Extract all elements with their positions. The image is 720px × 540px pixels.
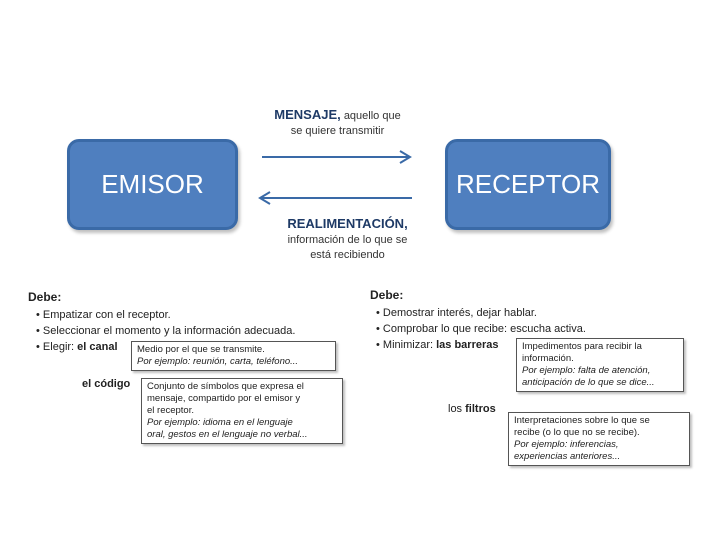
filtros-pre: los (448, 403, 463, 415)
codigo-label: el código (82, 378, 131, 390)
filtros-note-example-1: Por ejemplo: inferencias, (514, 439, 619, 450)
message-label (250, 107, 425, 139)
elegir-label: Elegir: (42, 341, 75, 353)
message-arrow (262, 151, 410, 163)
canal-note (131, 341, 336, 371)
emisor-debe-heading: Debe: (28, 290, 62, 304)
emisor-duty-1: • Empatizar con el receptor. (36, 307, 295, 323)
message-title: MENSAJE, (274, 107, 341, 122)
feedback-text-2: está recibiendo (310, 249, 385, 261)
minimizar-label: Minimizar: (382, 339, 434, 351)
codigo-note-example-2: oral, gestos en el lenguaje no verbal... (147, 429, 308, 440)
filtros-note (508, 412, 690, 466)
codigo-note-line-2: mensaje, compartido por el emisor y (147, 393, 301, 404)
receptor-debe-heading: Debe: (370, 288, 404, 302)
receptor-duty-2: • Comprobar lo que recibe: escucha activa. (376, 321, 586, 337)
barreras-label: las barreras (436, 339, 499, 351)
barreras-note-line-2: información. (522, 353, 574, 364)
filtros-note-example-2: experiencias anteriores... (514, 451, 621, 462)
codigo-note-example-1: Por ejemplo: idioma en el lenguaje (147, 417, 293, 428)
canal-label: el canal (77, 341, 118, 353)
emisor-label: EMISOR (101, 169, 204, 199)
feedback-arrow (260, 192, 412, 204)
canal-note-example: Por ejemplo: reunión, carta, teléfono... (137, 356, 299, 367)
message-text-1: aquello que (343, 110, 401, 122)
feedback-title: REALIMENTACIÓN, (287, 216, 408, 231)
emisor-duty-2: • Seleccionar el momento y la información adecuada. (36, 323, 295, 339)
barreras-note-example-1: Por ejemplo: falta de atención, (522, 365, 651, 376)
filtros-label: filtros (465, 403, 496, 415)
receptor-duty-1: • Demostrar interés, dejar hablar. (376, 305, 586, 321)
message-text-2: se quiere transmitir (290, 125, 385, 137)
filtros-note-line-2: recibe (o lo que no se recibe). (514, 427, 640, 438)
barreras-note (516, 338, 684, 392)
codigo-note-line-3: el receptor. (147, 405, 194, 416)
filtros-tag (448, 403, 496, 415)
receptor-label: RECEPTOR (456, 169, 600, 199)
filtros-note-line-1: Interpretaciones sobre lo que se (514, 415, 650, 426)
feedback-text-1: información de lo que se (287, 234, 408, 246)
codigo-note-line-1: Conjunto de símbolos que expresa el (147, 381, 304, 392)
codigo-tag (82, 378, 130, 390)
canal-note-line: Medio por el que se transmite. (137, 344, 265, 355)
feedback-label (250, 216, 445, 263)
barreras-note-line-1: Impedimentos para recibir la (522, 341, 642, 352)
barreras-note-example-2: anticipación de lo que se dice... (522, 377, 655, 388)
codigo-note (141, 378, 343, 444)
